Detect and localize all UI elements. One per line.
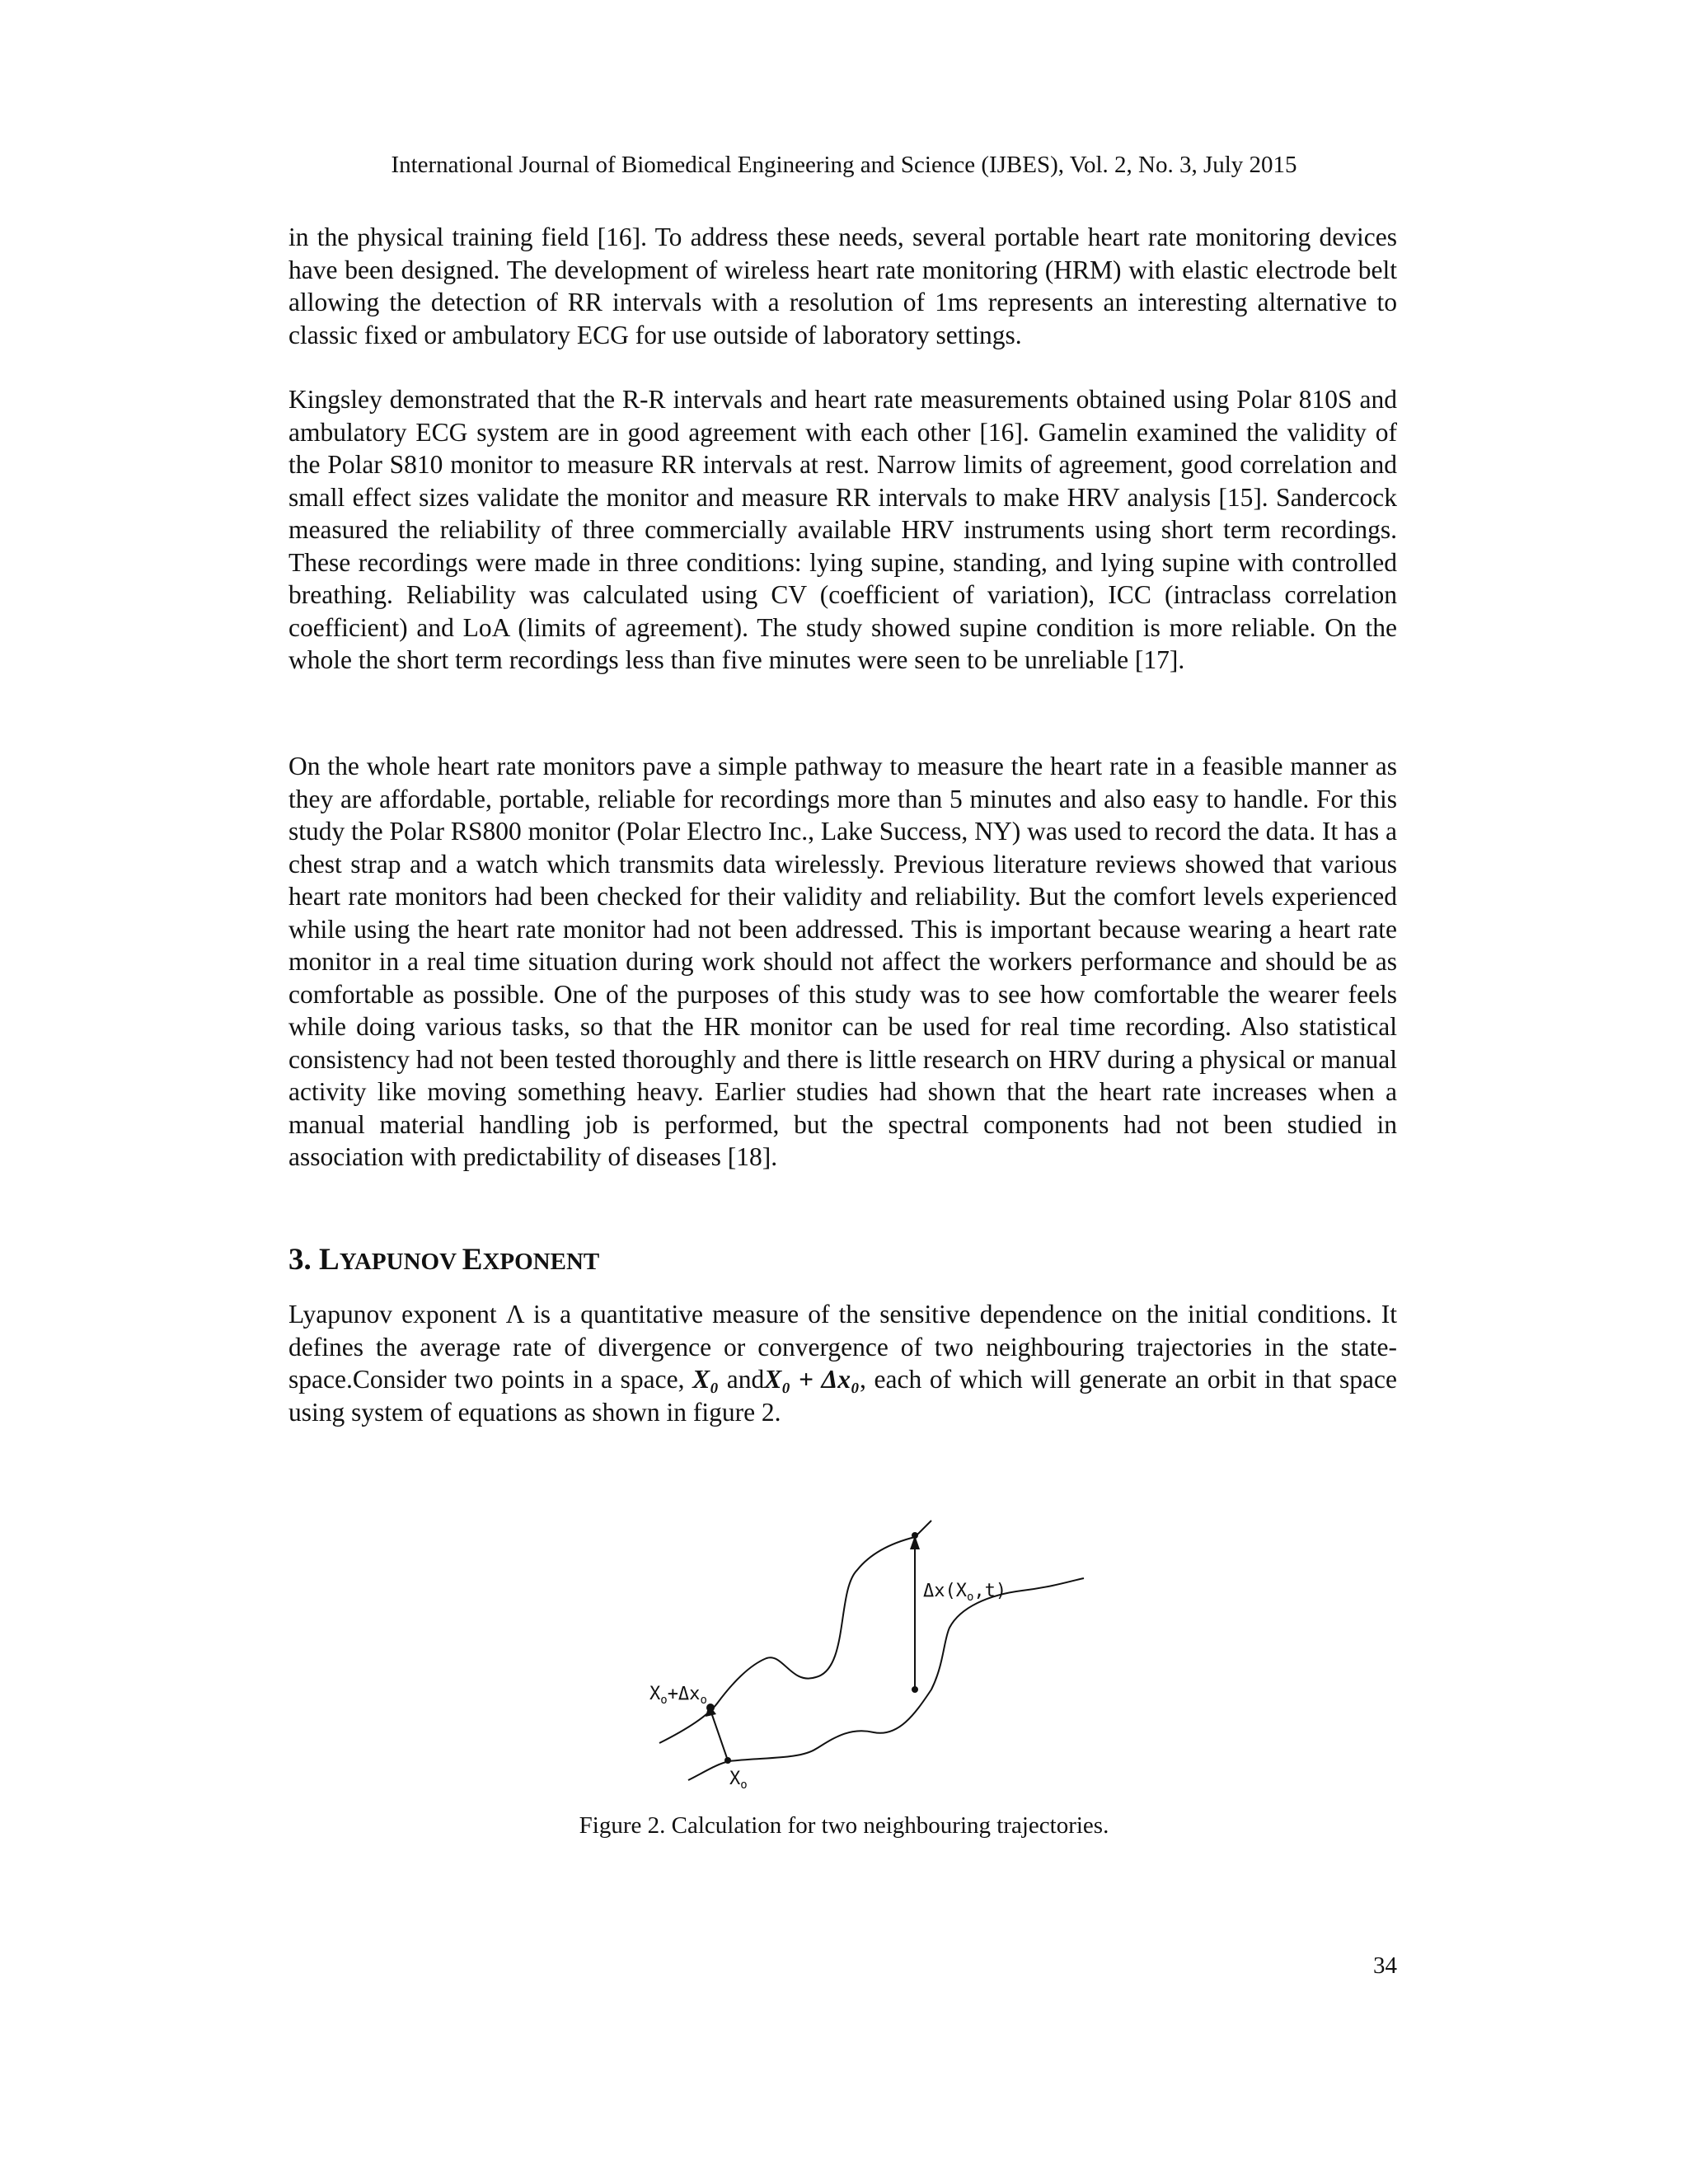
label-delta: Δx(Xo,t) [923,1581,1007,1604]
paragraph [288,221,1397,351]
label-perturbed: Xo+Δxo [649,1684,707,1707]
section-title-rest: XPONENT [482,1249,600,1275]
text-run: and [719,1365,765,1394]
paragraph [288,383,1397,677]
text-run: , each of which will generate an orbit in that space using system of equations as shown in figure 2. [288,1365,1397,1427]
final-point-lower [912,1686,918,1693]
paragraph-text [288,1298,1397,1428]
math-inline: X₀ [692,1365,720,1394]
reference-trajectory [688,1578,1084,1780]
math-inline: X₀ + Δx₀ [764,1365,860,1394]
paragraph-text: On the whole heart rate monitors pave a simple pathway to measure the heart rate in a feasible manner as they are affordable, portable, reliable for recordings more than 5 minutes and also easy to handle. For this study the Polar RS800 monitor (Polar Electro Inc., Lake Success, NY) was used to record the data. It has a chest strap and a watch which transmits data wirelessly. Previous literature reviews showed that various heart rate monitors had been checked for their validity and reliability. But the comfort levels experienced while using the heart rate monitor had not been addressed. This is important because wearing a heart rate monitor in a real time situation during work should not affect the workers performance and should be as comfortable as possible. One of the purposes of this study was to see how comfortable the wearer feels while doing various tasks, so that the HR monitor can be used for real time recording. Also statistical consistency had not been tested thoroughly and there is little research on HRV during a physical or manual activity like moving something heavy. Earlier studies had shown that the heart rate increases when a manual material handling job is performed, but the spectral components had not been studied in association with predictability of diseases [18]. [288,752,1397,1171]
paragraph [288,750,1397,1174]
section-title-rest: YAPUNOV [339,1249,462,1275]
perturbed-trajectory [659,1521,931,1743]
section-heading [288,1240,599,1282]
final-point-upper [912,1532,918,1539]
paragraph [288,1298,1397,1428]
section-title-initial: L [319,1243,340,1277]
section-number: 3. [288,1243,319,1277]
trajectory-diagram [626,1467,1088,1792]
label-origin: Xo [729,1769,748,1792]
paragraph-text: Kingsley demonstrated that the R-R intervals and heart rate measurements obtained using Polar 810S and ambulatory ECG system are in good agreement with each other [16]. Gamelin examined the validity of the Polar S810 monitor to measure RR intervals at rest. Narrow limits of agreement, good correlation and small effect sizes validate the monitor and measure RR intervals to make HRV analysis [15]. Sandercock measured the reliability of three commercially available HRV instruments using short term recordings. These recordings were made in three conditions: lying supine, standing, and lying supine with controlled breathing. Reliability was calculated using CV (coefficient of variation), ICC (intraclass correlation coefficient) and LoA (limits of agreement). The study showed supine condition is more reliable. On the whole the short term recordings less than five minutes were seen to be unreliable [17]. [288,385,1397,674]
running-header: International Journal of Biomedical Engineering and Science (IJBES), Vol. 2, No. 3, July 2015 [391,152,1297,178]
paragraph-text: in the physical training field [16]. To address these needs, several portable heart rate monitoring devices have been designed. The development of wireless heart rate monitoring (HRM) with elastic electrode belt allowing the detection of RR intervals with a resolution of 1ms represents an interesting alternative to classic fixed or ambulatory ECG for use outside of laboratory settings. [288,223,1397,349]
origin-point [724,1757,731,1764]
section-title-initial: E [462,1243,483,1277]
text-run: Lyapunov exponent Λ is a quantitative measure of the sensitive dependence on the initial conditions. It defines the average rate of divergence or convergence of two neighbouring trajectories in the state-space.Consider two points in a space, [288,1300,1397,1394]
figure-trajectories [626,1467,1088,1792]
initial-separation-arrow [711,1713,728,1760]
page-number: 34 [1373,1952,1397,1979]
perturbed-point [706,1704,715,1712]
figure-caption: Figure 2. Calculation for two neighbouring trajectories. [579,1812,1109,1839]
